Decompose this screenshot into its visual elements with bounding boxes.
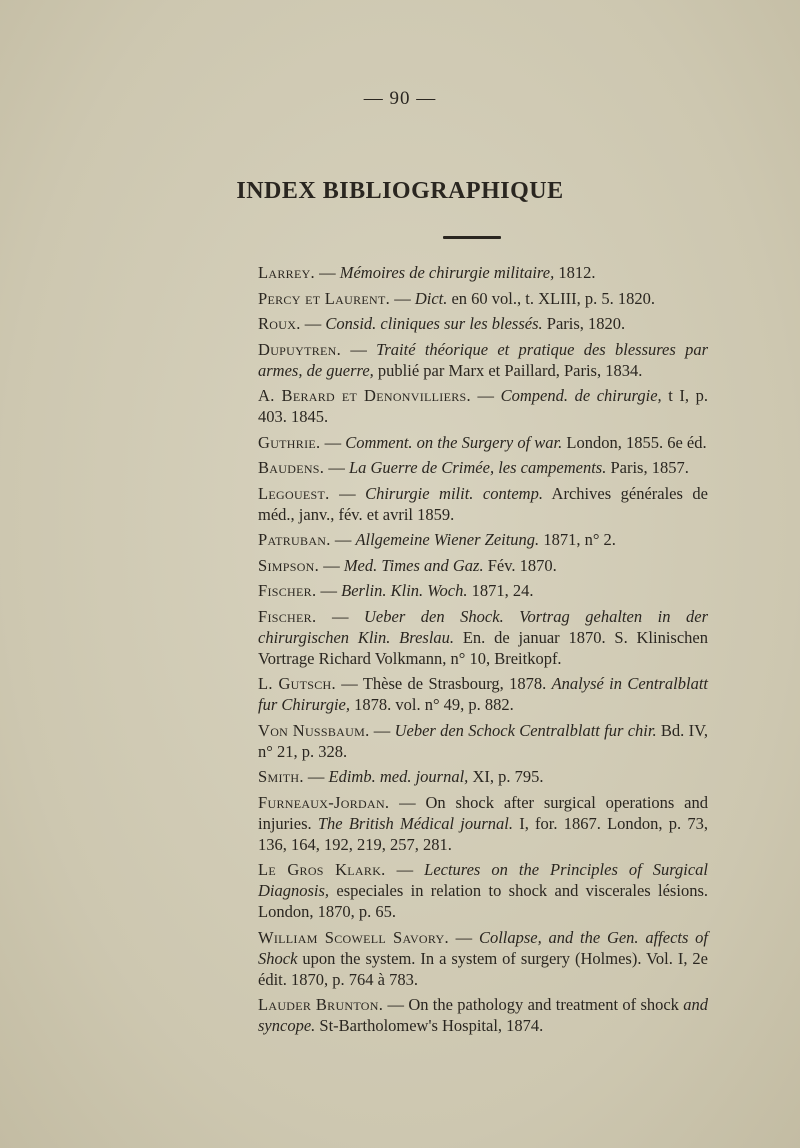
entry-work-title: Berlin. Klin. Woch. [341,581,468,600]
entry-author: Von Nussbaum. [258,720,370,740]
bibliography-entry [258,457,708,478]
entry-details: 1871, n° 2. [539,530,616,549]
bibliography-entry [258,483,708,525]
entry-work-title: Med. Times and Gaz. [343,555,484,575]
entry-author: Lauder Brunton. [258,995,384,1014]
entry-details: On the pathology and treatment of shock [408,995,684,1014]
entry-author: Roux. [258,314,301,333]
entry-author: Simpson. [258,555,320,575]
entry-author: Furneaux-Jordan. [258,792,390,812]
entry-separator: — [335,674,363,693]
entry-separator: — [319,555,344,575]
entry-separator: — [320,432,346,452]
entry-details: St-Bartholomew's Hospital, 1874. [315,1016,544,1035]
entry-work-title: Allgemeine Wiener Zeitung. [355,530,540,549]
entry-details: 1871, 24. [467,581,534,600]
bibliography-entry [258,313,708,334]
entry-work-title: Mémoires de chirurgie militaire, [339,263,555,282]
entry-details: XI, p. 795. [468,767,544,786]
entry-details: Bd. IV, n° 21, p. 328. [258,720,708,761]
entry-author: Smith. [258,767,304,786]
entry-separator: — [385,860,425,879]
entry-separator: — [330,530,356,549]
entry-author: Baudens. [258,458,325,477]
entry-author: Percy et Laurent. [258,288,391,308]
entry-details: I, for. 1867. London, p. 73, 136, 164, 192, 219, 257, 281. [258,813,708,854]
bibliography-entry [258,792,708,855]
entry-details: especiales in relation to shock and viscerales lésions. London, 1870, p. 65. [258,881,708,921]
entry-details: upon the system. In a system of surgery (Holmes). Vol. I, 2e édit. 1870, p. 764 à 783. [258,948,708,989]
bibliography-entry [258,606,708,669]
entry-work-title: The British Médical journal. [317,813,513,833]
entry-details: 1812. [554,263,596,282]
entry-work-title: Chirurgie milit. contemp. [365,483,543,503]
bibliography-entry [258,385,708,427]
entry-separator: — [316,581,342,600]
entry-author: Legouest. [258,483,330,503]
entry-details: Thèse de Strasbourg, 1878. [362,674,552,693]
bibliography-entry [258,927,708,990]
entry-details: t I, p. 403. 1845. [258,386,708,426]
entry-separator: — [383,995,409,1014]
bibliography-entry [258,994,708,1036]
entry-work-title: Ueber den Schock Centralblatt fur chir. [394,720,657,740]
entry-work-title: Collapse, and the Gen. affects of Shock [258,927,708,968]
entry-author: Guthrie. [258,432,321,452]
entry-work-title: La Guerre de Crimée, les campements. [348,458,607,477]
bibliography-entry [258,288,708,309]
entry-author: A. Berard et Denonvilliers. [258,386,471,405]
entry-separator: — [316,606,365,626]
bibliography-entry [258,766,708,787]
bibliography-entry [258,555,708,576]
entry-details: publié par Marx et Paillard, Paris, 1834. [373,360,643,380]
bibliography-entry [258,580,708,601]
entry-work-title: Dict. [414,288,448,308]
entry-work-title: Consid. cliniques sur les blessés. [325,314,543,333]
entry-work-title: and syncope. [258,995,709,1035]
entry-separator: — [314,263,340,282]
bibliography-list [258,262,708,1041]
entry-details: London, 1855. 6e éd. [562,432,707,452]
entry-work-title: Edimb. med. journal, [328,767,469,786]
entry-author: Dupuytren. [258,339,342,359]
entry-author: L. Gutsch. [258,674,336,693]
entry-details: Archives générales de méd., janv., fév. et avril 1859. [258,483,708,524]
entry-details: en 60 vol., t. XLIII, p. 5. 1820. [447,288,655,308]
entry-author: Fischer. [258,606,317,626]
entry-work-title: Ueber den Shock. Vortrag gehalten in der chirurgischen Klin. Breslau. [258,606,709,647]
entry-separator: — [303,767,329,786]
entry-details: Fév. 1870. [483,555,557,575]
bibliography-entry [258,529,708,550]
bibliography-entry [258,432,708,453]
page-number: — 90 — [363,88,437,109]
entry-separator: — [470,386,501,405]
bibliography-entry [258,720,708,762]
entry-details: Paris, 1857. [606,458,689,477]
entry-separator: — [369,720,395,740]
entry-details: 1878. vol. n° 49, p. 882. [349,695,514,714]
entry-work-title: Analysé in Centralblatt fur Chirurgie, [258,674,708,714]
entry-author: Larrey. [258,263,315,282]
entry-separator: — [448,927,479,947]
bibliography-entry [258,673,708,715]
entry-details: En. de januar 1870. S. Klinischen Vortrage Richard Volkmann, n° 10, Breitkopf. [258,627,708,668]
entry-work-title: Comment. on the Surgery of war. [345,432,563,452]
entry-details: Paris, 1820. [542,314,626,333]
entry-separator: — [341,339,377,359]
entry-separator: — [389,792,426,812]
entry-author: Fischer. [258,581,317,600]
entry-separator: — [324,458,349,477]
entry-details: On shock after surgical operations and injuries. [258,792,709,833]
entry-work-title: Traité théorique et pratique des blessures par armes, de guerre, [258,339,708,380]
entry-separator: — [329,483,366,503]
page-title: INDEX BIBLIOGRAPHIQUE [236,178,564,204]
entry-author: Le Gros Klark. [258,860,386,879]
entry-author: Patruban. [258,530,331,549]
bibliography-entry [258,339,708,381]
bibliography-entry [258,262,708,283]
entry-separator: — [300,314,326,333]
bibliography-entry [258,859,708,922]
entry-work-title: Compend. de chirurgie, [500,386,662,405]
entry-work-title: Lectures on the Principles of Surgical Diagnosis, [258,860,709,900]
entry-author: William Scowell Savory. [258,927,449,947]
title-divider [443,236,501,239]
entry-separator: — [390,288,415,308]
